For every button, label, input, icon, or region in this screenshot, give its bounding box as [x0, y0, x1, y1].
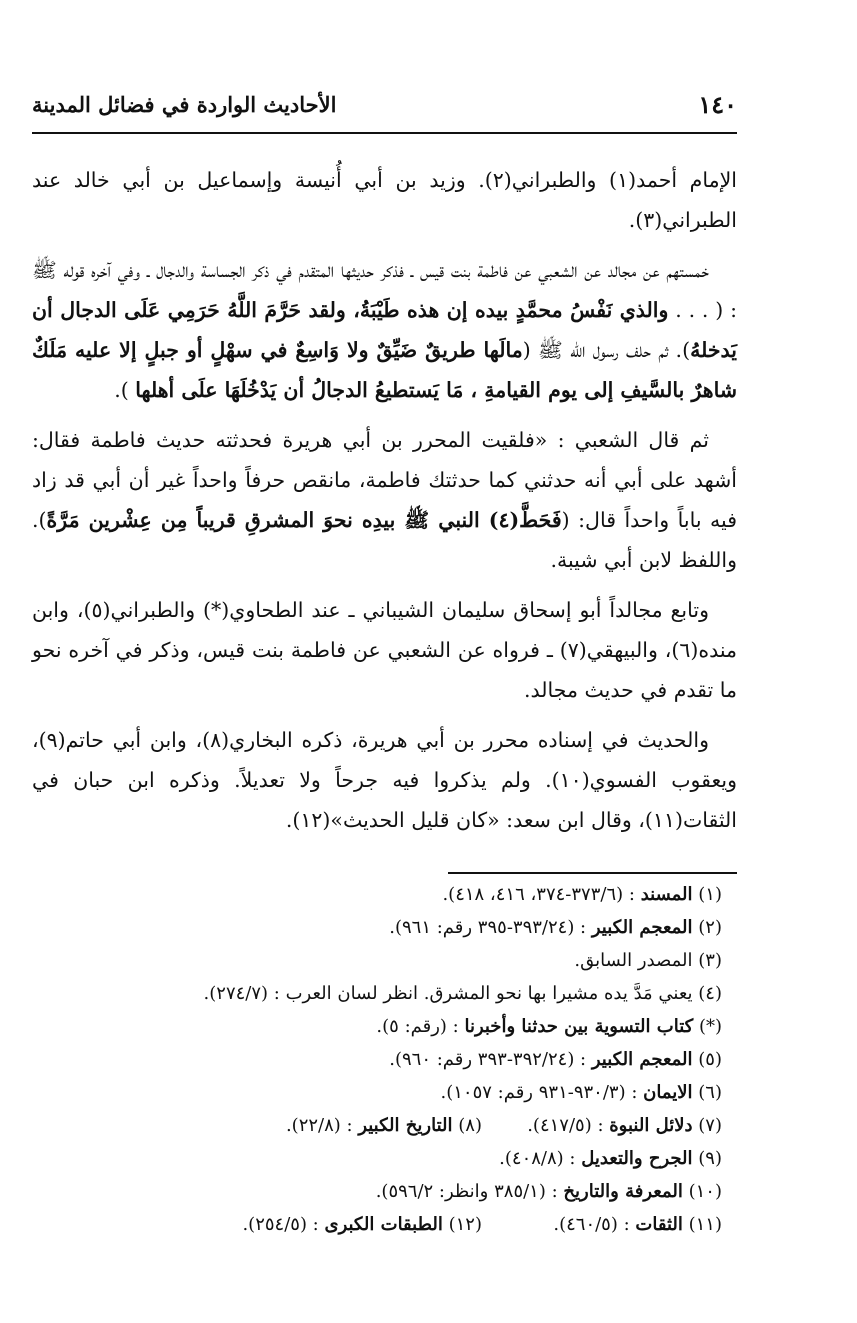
- footnote: [32, 878, 722, 911]
- footnote-source: المعجم الكبير: [591, 1049, 693, 1070]
- footnote-source: الثقات: [635, 1214, 683, 1235]
- paragraph-text: والحديث في إسناده محرر بن أبي هريرة، ذكره البخاري(٨)، وابن أبي حاتم(٩)، ويعقوب الفسوي(١٠). ولم يذكروا فيه جرحاً ولا تعديلاً. وذكره ابن حبان في الثقات(١١)، وقال ابن سعد: «كان قليل الحديث»(١٢).: [32, 728, 737, 832]
- footnote-number: (٧): [698, 1115, 722, 1136]
- footnote-source: دلائل النبوة: [609, 1115, 693, 1136]
- footnote: [482, 1208, 722, 1241]
- footnote: [32, 1010, 722, 1043]
- footnote-number: (١): [698, 884, 722, 905]
- footnote-source: الطبقات الكبرى: [324, 1214, 443, 1235]
- footnote-source: الجرح والتعديل: [581, 1148, 693, 1169]
- footnote-pair: [32, 1109, 722, 1142]
- paragraph: [32, 250, 737, 410]
- footnote-number: (٨): [458, 1115, 482, 1136]
- footnote-number: (٥): [698, 1049, 722, 1070]
- footnote: [32, 1043, 722, 1076]
- hadith-quote: فَحَطَّ(٤) النبي ﷺ بيدِه نحوَ المشرقِ قريباً مِن عِشْرين مَرَّةً: [46, 508, 562, 532]
- footnote-separator: [448, 872, 737, 874]
- footnote-ref: : (٤٠٨/٨).: [499, 1148, 576, 1169]
- footnote-source: يعني مَدَّ يده مشيرا بها نحو المشرق. انظر لسان العرب: [285, 983, 693, 1004]
- footnote-source: كتاب التسوية بين حدثنا وأخبرنا: [464, 1016, 694, 1037]
- footnote-ref: : (٩٣٠/٣-٩٣١ رقم: ١٠٥٧).: [440, 1082, 638, 1103]
- hadith-quote: مالَها طريقٌ ضَيِّقٌ ولا وَاسِعٌ في سهْلٍ أو جبلٍ إلا عليه مَلَكٌ شاهرٌ بالسَّيفِ إلى يوم القيامةِ ، مَا يَستطيعُ الدجالُ أن يَدْخُلَهَا علَى أهلها: [32, 338, 737, 402]
- header-rule: [32, 132, 737, 134]
- footnote: [32, 944, 722, 977]
- footnote: [32, 977, 722, 1010]
- footnote: [32, 1175, 722, 1208]
- footnote: [242, 1208, 482, 1241]
- footnote-ref: : (٣٩٢/٢٤-٣٩٣ رقم: ٩٦٠).: [389, 1049, 587, 1070]
- footnote: [242, 1109, 482, 1142]
- footnote-number: (١٠): [688, 1181, 722, 1202]
- footnote: [32, 911, 722, 944]
- footnote-source: المسند: [640, 884, 693, 905]
- footnote-source: الايمان: [643, 1082, 693, 1103]
- paragraph-text: خمستهم عن مجالد عن الشعبي عن فاطمة بنت قيس ـ فذكر حديثها المتقدم في ذكر الجساسة والدجال ـ وفي آخره قوله ﷺ : ( . . .: [32, 258, 737, 322]
- footnote-ref: : (٢٧٤/٧).: [203, 983, 280, 1004]
- footnote-number: (١٢): [448, 1214, 482, 1235]
- page-number: ١٤٠: [698, 89, 737, 119]
- footnote-number: (٢): [698, 917, 722, 938]
- footnote-number: (١١): [688, 1214, 722, 1235]
- footnote-ref: : (٢٢/٨).: [285, 1115, 353, 1136]
- paragraph-text: الإمام أحمد(١) والطبراني(٢). وزيد بن أبي أُنيسة وإسماعيل بن أبي خالد عند الطبراني(٣).: [32, 168, 737, 232]
- footnote-source: المصدر السابق.: [574, 950, 693, 971]
- footnote-source: المعرفة والتاريخ: [563, 1181, 683, 1202]
- paragraph-text: ثم قال الشعبي : «فلقيت المحرر بن أبي هريرة فحدثته حديث فاطمة فقال: أشهد على أبي أنه حدثني كما حدثتك فاطمة، مانقص حرفاً واحداً غير أن أبي قد زاد فيه باباً واحداً قال: (: [32, 428, 738, 532]
- footnote-ref: : (رقم: ٥).: [376, 1016, 459, 1037]
- footnote-number: (*): [698, 1016, 722, 1037]
- paragraph: [32, 720, 737, 840]
- footnote-source: التاريخ الكبير: [358, 1115, 453, 1136]
- footnote-number: (٩): [698, 1148, 722, 1169]
- footnote-ref: : (٣٩٣/٢٤-٣٩٥ رقم: ٩٦١).: [389, 917, 587, 938]
- paragraph-text: ). واللفظ لابن أبي شيبة.: [32, 508, 737, 572]
- footnote-ref: : (٣٧٣/٦-٣٧٤، ٤١٦، ٤١٨).: [442, 884, 635, 905]
- footnote-pair: [32, 1208, 722, 1241]
- footnote: [32, 1142, 722, 1175]
- footnote-number: (٣): [698, 950, 722, 971]
- main-text: [32, 160, 737, 850]
- footnotes: [32, 878, 722, 1241]
- footnote: [482, 1109, 722, 1142]
- closing-paren: ).: [114, 378, 136, 402]
- footnote-number: (٦): [698, 1082, 722, 1103]
- paragraph: [32, 590, 737, 710]
- paragraph-text: ). ثم حلف رسول الله ﷺ (: [522, 338, 691, 362]
- footnote-source: المعجم الكبير: [591, 917, 693, 938]
- footnote-ref: : (٢٥٤/٥).: [242, 1214, 319, 1235]
- paragraph-text: وتابع مجالداً أبو إسحاق سليمان الشيباني ـ عند الطحاوي(*) والطبراني(٥)، وابن منده(٦)، والبيهقي(٧) ـ فرواه عن الشعبي عن فاطمة بنت قيس، وذكر في آخره نحو ما تقدم في حديث مجالد.: [32, 598, 738, 702]
- footnote-number: (٤): [698, 983, 722, 1004]
- running-title: الأحاديث الواردة في فضائل المدينة: [32, 91, 337, 117]
- hadith-quote: والذي نَفْسُ محمَّدٍ بيده إن هذه طَيْبَةُ، ولقد حَرَّمَ اللَّهُ حَرَمِي عَلَى الدجال أن يَدخلهُ: [32, 298, 737, 362]
- paragraph: [32, 160, 737, 240]
- footnote: [32, 1076, 722, 1109]
- paragraph: [32, 420, 737, 580]
- footnote-ref: : (٣٨٥/١ وانظر: ٥٩٦/٢).: [375, 1181, 558, 1202]
- page-header: [32, 86, 737, 122]
- footnote-ref: : (٤٦٠/٥).: [553, 1214, 630, 1235]
- footnote-ref: : (٤١٧/٥).: [527, 1115, 604, 1136]
